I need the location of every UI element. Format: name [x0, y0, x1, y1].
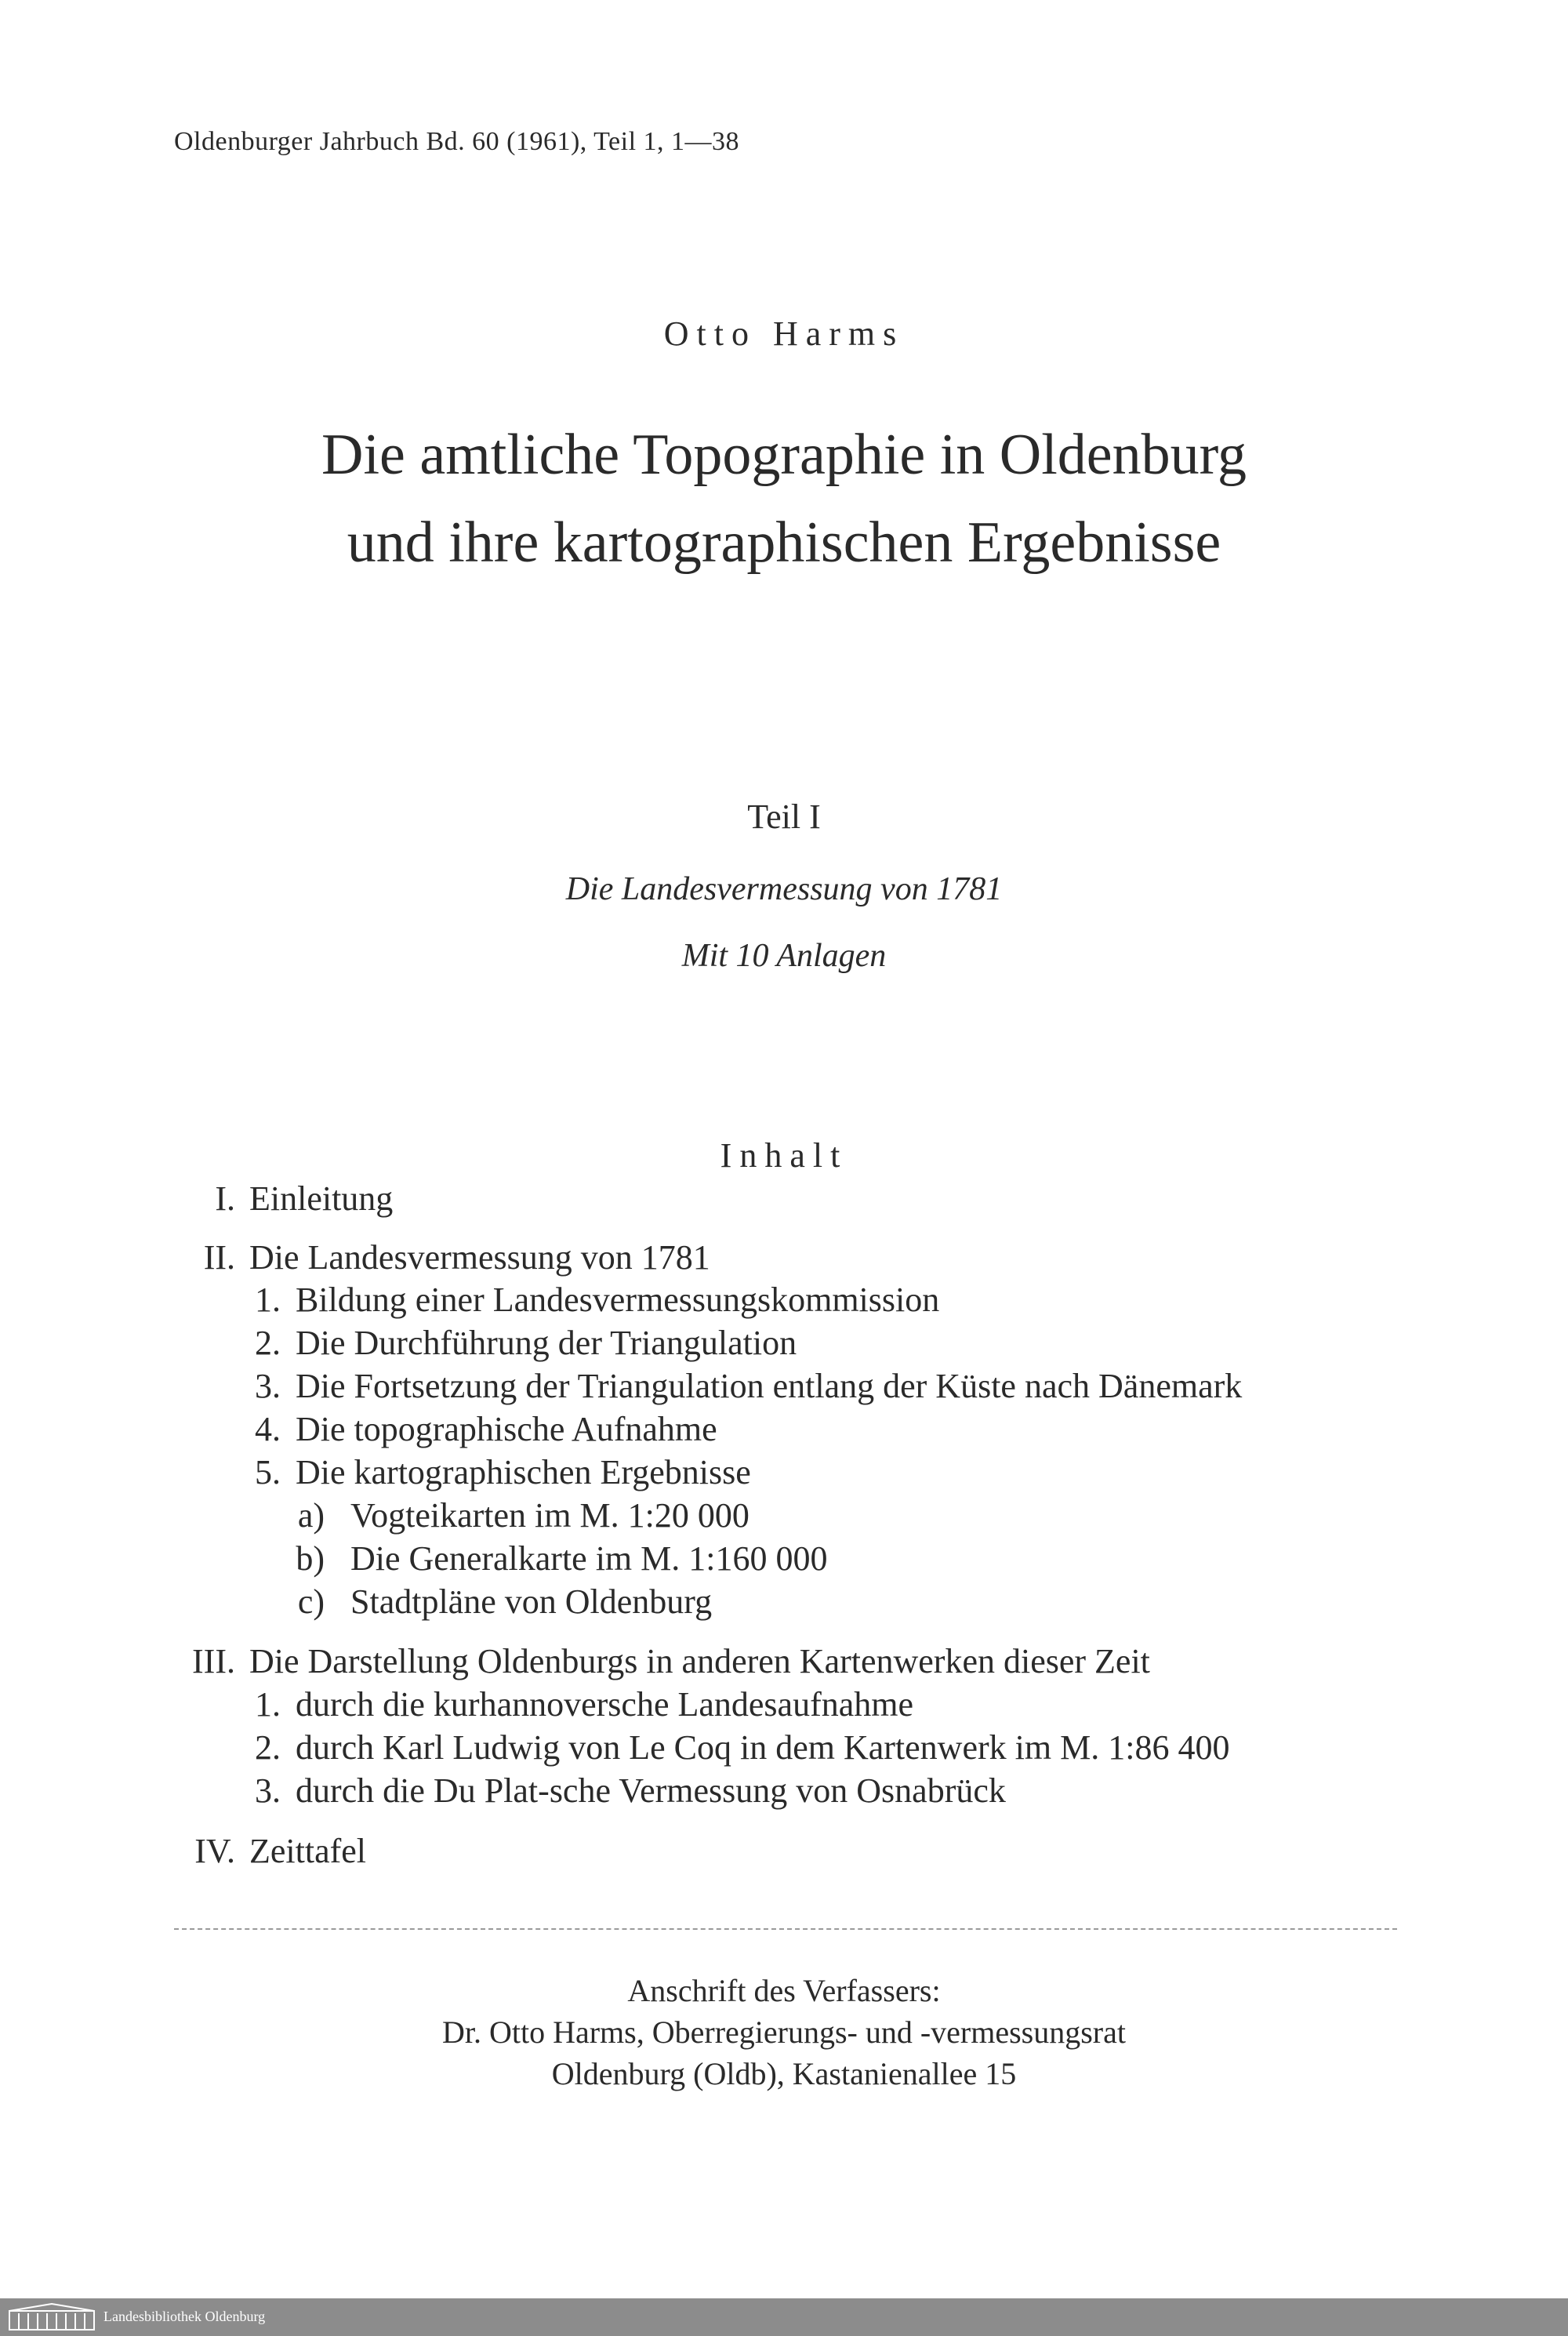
library-footer-bar: [0, 2298, 1568, 2336]
toc-entry-text: Vogteikarten im M. 1:20 000: [350, 1496, 750, 1535]
toc-entry-text: durch die Du Plat-sche Vermessung von Osnabrück: [296, 1771, 1006, 1810]
toc-entry-number: 3.: [255, 1367, 281, 1405]
title-line-2: und ihre kartographischen Ergebnisse: [347, 510, 1221, 575]
address-line-1: Dr. Otto Harms, Oberregierungs- und -vermessungsrat: [441, 2014, 1126, 2050]
toc-entry-text: Die Fortsetzung der Triangulation entlang der Küste nach Dänemark: [296, 1367, 1243, 1405]
toc-entry-text: Die topographische Aufnahme: [296, 1410, 717, 1448]
toc-entry-number: I.: [215, 1179, 235, 1218]
author-name: Otto Harms: [663, 314, 905, 353]
toc-entry-number: IV.: [194, 1832, 235, 1870]
footnote-divider: [174, 1928, 1397, 1930]
toc-entry-number: c): [297, 1582, 325, 1621]
toc-entry-text: Einleitung: [249, 1179, 394, 1218]
annex-note: Mit 10 Anlagen: [681, 938, 887, 974]
part-label: Teil I: [747, 797, 821, 836]
toc-entry-text: Zeittafel: [249, 1832, 367, 1870]
toc-entry-number: 1.: [255, 1281, 281, 1319]
toc-entry-text: Bildung einer Landesvermessungskommission: [296, 1281, 940, 1319]
toc-entry-text: durch die kurhannoversche Landesaufnahme: [296, 1685, 914, 1724]
subtitle: Die Landesvermessung von 1781: [565, 871, 1003, 907]
toc-entry-number: II.: [203, 1238, 235, 1277]
toc-heading: Inhalt: [720, 1136, 848, 1175]
address-line-2: Oldenburg (Oldb), Kastanienallee 15: [551, 2056, 1017, 2091]
library-name: Landesbibliothek Oldenburg: [103, 2309, 266, 2324]
toc-entry-number: 2.: [255, 1728, 281, 1767]
address-label: Anschrift des Verfassers:: [627, 1973, 941, 2008]
toc-entry-text: Die kartographischen Ergebnisse: [296, 1453, 751, 1491]
running-head: Oldenburger Jahrbuch Bd. 60 (1961), Teil 1, 1—38: [174, 127, 740, 156]
toc-entry-text: durch Karl Ludwig von Le Coq in dem Kartenwerk im M. 1:86 400: [296, 1728, 1230, 1767]
toc-entry-number: III.: [192, 1642, 235, 1680]
toc-entry-number: 1.: [255, 1685, 281, 1724]
toc-entry-number: 4.: [255, 1410, 281, 1448]
toc-entry-number: 5.: [255, 1453, 281, 1491]
library-building-icon: [8, 2303, 96, 2331]
toc-entry-text: Die Darstellung Oldenburgs in anderen Kartenwerken dieser Zeit: [249, 1642, 1150, 1680]
toc-entry-text: Die Generalkarte im M. 1:160 000: [350, 1539, 828, 1578]
toc-entry-number: 2.: [255, 1324, 281, 1362]
toc-entry-text: Die Durchführung der Triangulation: [296, 1324, 797, 1362]
toc-entry-text: Stadtpläne von Oldenburg: [350, 1582, 713, 1621]
toc-entry-number: b): [296, 1539, 325, 1578]
toc-entry-text: Die Landesvermessung von 1781: [249, 1238, 710, 1277]
toc-entry-number: 3.: [255, 1771, 281, 1810]
title-line-1: Die amtliche Topographie in Oldenburg: [321, 423, 1247, 487]
toc-entry-number: a): [297, 1496, 325, 1535]
